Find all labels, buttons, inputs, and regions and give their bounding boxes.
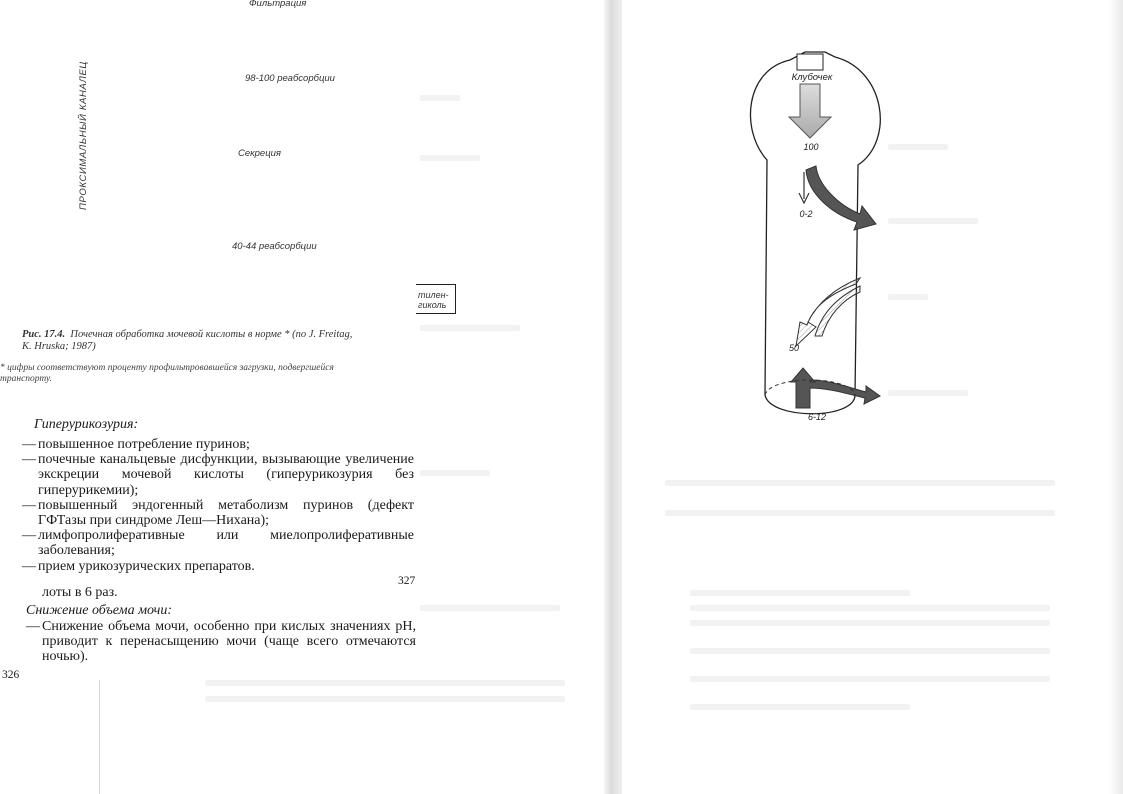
cropped-box-fragment: тилен- гиколь (416, 284, 456, 314)
list-item: — прием урикозурических препаратов. (22, 559, 414, 574)
reabsorption-label-1: 98-100 реабсорбции (245, 73, 335, 84)
figure-footnote: * цифры соответствуют проценту профильтровавшейся загрузки, подвергшейся транспорту. (0, 363, 334, 384)
list-item: — Снижение объема мочи, особенно при кислых значениях pH, приводит к перенасыщению мочи (чаще всего отмечаются ночью). (26, 619, 416, 665)
filtration-label: Фильтрация (249, 0, 307, 9)
glomerulus-label: Клубочек (791, 72, 833, 83)
list-item: — лимфопролиферативные или миелопролиферативные заболевания; (22, 528, 414, 558)
page-number-326: 326 (2, 669, 20, 681)
reabsorption-label-2: 40-44 реабсорбции (232, 241, 317, 252)
secretion-label: Секреция (238, 148, 281, 159)
filtration-arrow (789, 84, 831, 138)
list-item: — повышенный эндогенный метаболизм пуринов (дефект ГФТазы при синдроме Леш—Нихана); (22, 498, 414, 528)
value-100: 100 (803, 142, 819, 152)
value-6-12: 6-12 (807, 412, 827, 422)
lower-reabsorption-arrow (791, 368, 880, 408)
page-number-327: 327 (398, 575, 416, 587)
urine-volume-heading: Снижение объема мочи: (26, 603, 172, 618)
proximal-tubule-label: ПРОКСИМАЛЬНЫЙ КАНАЛЕЦ (78, 61, 89, 210)
text-fragment: лоты в 6 раз. (42, 585, 118, 600)
value-50: 50 (788, 343, 800, 353)
hyperuricosuria-heading: Гиперурикозурия: (34, 417, 139, 432)
reabsorption-arrow (806, 166, 876, 230)
secretion-band-2 (815, 286, 860, 336)
glomerulus-box (797, 54, 823, 70)
value-0-2: 0-2 (799, 209, 813, 219)
figure-number: Рис. 17.4. (22, 329, 66, 340)
figure-caption: Рис. 17.4. Почечная обработка мочевой кислоты в норме * (по J. Freitag, K. Hruska; 1987) (22, 329, 353, 352)
list-item: — повышенное потребление пуринов; (22, 437, 414, 452)
list-item: — почечные канальцевые дисфункции, вызывающие увеличение экскреции мочевой кислоты (гиперурикозурия без гиперурикемии); (22, 452, 414, 498)
